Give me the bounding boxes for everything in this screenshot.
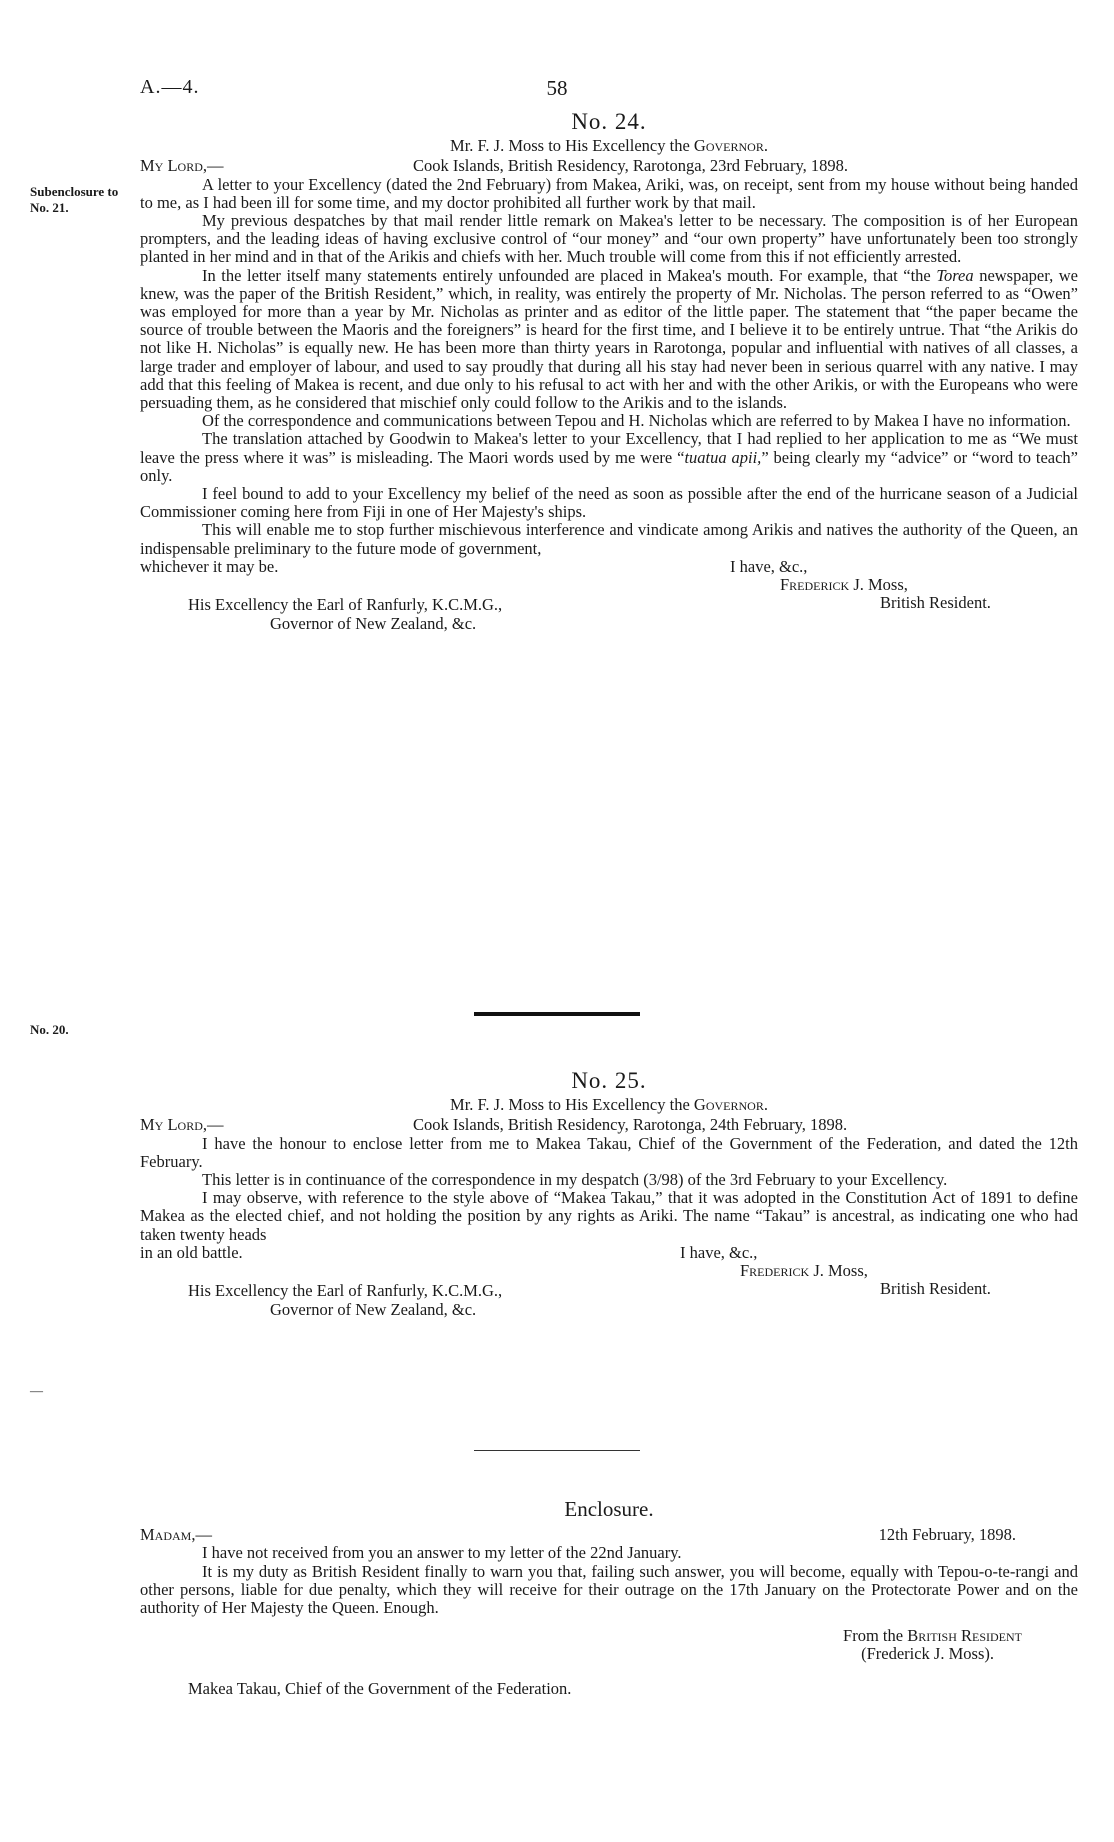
letter-25-addressee-line-2: Governor of New Zealand, &c. [270,1299,477,1319]
letter-24-p3-b: newspaper, we knew, was the paper of the British Resident,” which, in reality, was entirely the property of Mr. Nicholas. The person referred to as “Owen” was employed for more than a year by Mr. Nicholas as printer and as editor of the little paper. The statement that “the paper became the source of trouble between the Maoris and the foreigners” is heard for the first time, and I believe it to be entirely untrue. That “the Arikis do not like H. Nicholas” is equally new. He has been more than thirty years in Rarotonga, popular and influential with natives of all classes, a large trader and employer of labour, and used to say proudly that during all his stay had never been in serious quarrel with any native. I may add that this feeling of Makea is recent, and due only to his refusal to act with her and with the other Arikis, or with the Europeans who were persuading them, as he considered that mischief only could follow to the Arikis and to the islands. [140,265,1079,413]
letter-24-p3-torea: Torea [936,265,974,285]
letter-25-subtitle-text: Mr. F. J. Moss to His Excellency the [450,1095,690,1115]
letter-24-paragraph-2: My previous despatches by that mail render little remark on Makea's letter to be necessary. The composition is of her European prompters, and the leading ideas of having exclusive control of “our money” and “our own property” have unfortunately been too strongly planted in her mind and in that of the Arikis and chiefs with her. Much trouble will come from this if not efficiently arrested. [140,211,1078,267]
letter-25-subtitle-governor: Governor. [693,1095,768,1115]
enclosure-paragraph-2: It is my duty as British Resident finally to warn you that, failing such answer, you will become, equally with Tepou-o-te-rangi and other persons, liable for due penalty, which they will receive for their outrage on the 17th January on the Protectorate Power and on the authority of Her Majesty the Queen. Enough. [140,1561,1078,1618]
letter-24-signer-title: British Resident. [880,592,991,612]
enclosure-from [140,1627,1078,1645]
letter-25-salutation: My Lord,— [140,1115,224,1135]
enclosure-salutation-line [140,1526,1078,1544]
letter-24-p3-a: In the letter itself many statements entirely unfounded are placed in Makea's mouth. For example, that “the [202,265,931,285]
letter-24-i-have: I have, &c., [730,556,808,576]
letter-24-paragraph-3 [140,267,1078,413]
letter-24-salutation: My Lord,— [140,156,224,176]
letter-24-paragraph-7-last: whichever it may be. [140,556,279,576]
letter-25-paragraph-3-last: in an old battle. [140,1242,243,1262]
letter-25-paragraph-1: I have the honour to enclose letter from me to Makea Takau, Chief of the Government of the Federation, and dated the 12th February. [140,1133,1078,1171]
letter-24-subtitle-text: Mr. F. J. Moss to His Excellency the [450,136,690,156]
letter-24-addressee-line-2: Governor of New Zealand, &c. [270,613,477,633]
letter-24-addressee [140,592,1078,636]
margin-note-no20: No. 20. [30,1022,69,1037]
enclosure-from-resident: British Resident [907,1626,1022,1646]
margin-note-subenclosure: Subenclosure to No. 21. [30,184,119,215]
page-number: 58 [546,76,568,100]
letter-25-paragraph-2: This letter is in continuance of the correspondence in my despatch (3/98) of the 3rd February to your Excellency. [202,1170,948,1190]
letter-25-salutation-line [140,1116,1078,1134]
letter-24-p5-maori: tuatua apii, [684,447,762,467]
letter-24-signer-first: Frederick [780,574,850,594]
letter-24-p5-a: The translation attached by Goodwin to Makea's letter to your Excellency, that I had replied to her application to me as “We must leave the press where it was” is misleading. The Maori words used by me were “ [140,429,1078,467]
letter-24-addressee-line-1: His Excellency the Earl of Ranfurly, K.C.M.G., [188,594,503,614]
letter-24-paragraph-1: A letter to your Excellency (dated the 2nd February) from Makea, Ariki, was, on receipt, sent from my house without being handed to me, as I had been ill for some time, and my doctor prohibited all further work by that mail. [140,174,1078,212]
letter-25-paragraph-3: I may observe, with reference to the style above of “Makea Takau,” that it was adopted in the Constitution Act of 1891 to define Makea as the elected chief, and not holding the position by any rights as Ariki. The name “Takau” is ancestral, as indicating one who had taken twenty heads [140,1188,1078,1244]
letter-25-subtitle [140,1096,1078,1114]
section-divider-thick [474,1012,640,1016]
enclosure-addressee: Makea Takau, Chief of the Government of the Federation. [188,1678,572,1698]
letter-25 [140,1068,1078,1322]
letter-25-signer-first: Frederick [740,1260,810,1280]
letter-24-subtitle-governor: Governor. [693,136,768,156]
letter-24-p5-b: ” being clearly my “advice” or “word to teach” only. [140,447,1078,485]
letter-24-paragraph-4: Of the correspondence and communications between Tepou and H. Nicholas which are referred to by Makea I have no information. [202,411,1071,431]
letter-25-addressee-line-1: His Excellency the Earl of Ranfurly, K.C.M.G., [188,1280,503,1300]
margin-note-dash: — [30,1383,43,1398]
letter-25-addressee [140,1278,1078,1322]
letter-24-salutation-line [140,157,1078,175]
letter-25-signer [740,1262,868,1280]
document-reference: A.—4. [140,76,200,98]
letter-24-number: No. 24. [571,109,647,134]
section-divider-thin [474,1450,640,1451]
enclosure-salutation: Madam,— [140,1525,212,1545]
enclosure [140,1497,1078,1698]
enclosure-date: 12th February, 1898. [878,1525,1016,1545]
enclosure-title: Enclosure. [564,1497,654,1521]
letter-24-signer-rest: J. Moss, [853,574,908,594]
letter-24-paragraph-6: I feel bound to add to your Excellency my belief of the need as soon as possible after the end of the hurricane season of a Judicial Commissioner coming here from Fiji in one of Her Majesty's ships. [140,484,1078,522]
letter-25-signer-title: British Resident. [880,1278,991,1298]
enclosure-from-prefix: From the [843,1626,904,1646]
letter-25-dateline: Cook Islands, British Residency, Rarotonga, 24th February, 1898. [413,1115,848,1135]
letter-24 [140,109,1079,636]
letter-24-subtitle [140,137,1078,155]
letter-25-i-have: I have, &c., [680,1242,758,1262]
enclosure-paragraph-1: I have not received from you an answer to my letter of the 22nd January. [202,1543,682,1563]
letter-25-number: No. 25. [571,1068,647,1093]
letter-24-paragraph-7: This will enable me to stop further mischievous interference and vindicate among Arikis and natives the authority of the Queen, an indispensable preliminary to the future mode of government, [140,520,1078,558]
letter-24-paragraph-5 [140,430,1078,485]
letter-24-signer [780,576,908,594]
enclosure-from-name: (Frederick J. Moss). [861,1644,994,1664]
letter-24-dateline: Cook Islands, British Residency, Rarotonga, 23rd February, 1898. [413,156,849,176]
letter-25-signer-rest: J. Moss, [813,1260,868,1280]
